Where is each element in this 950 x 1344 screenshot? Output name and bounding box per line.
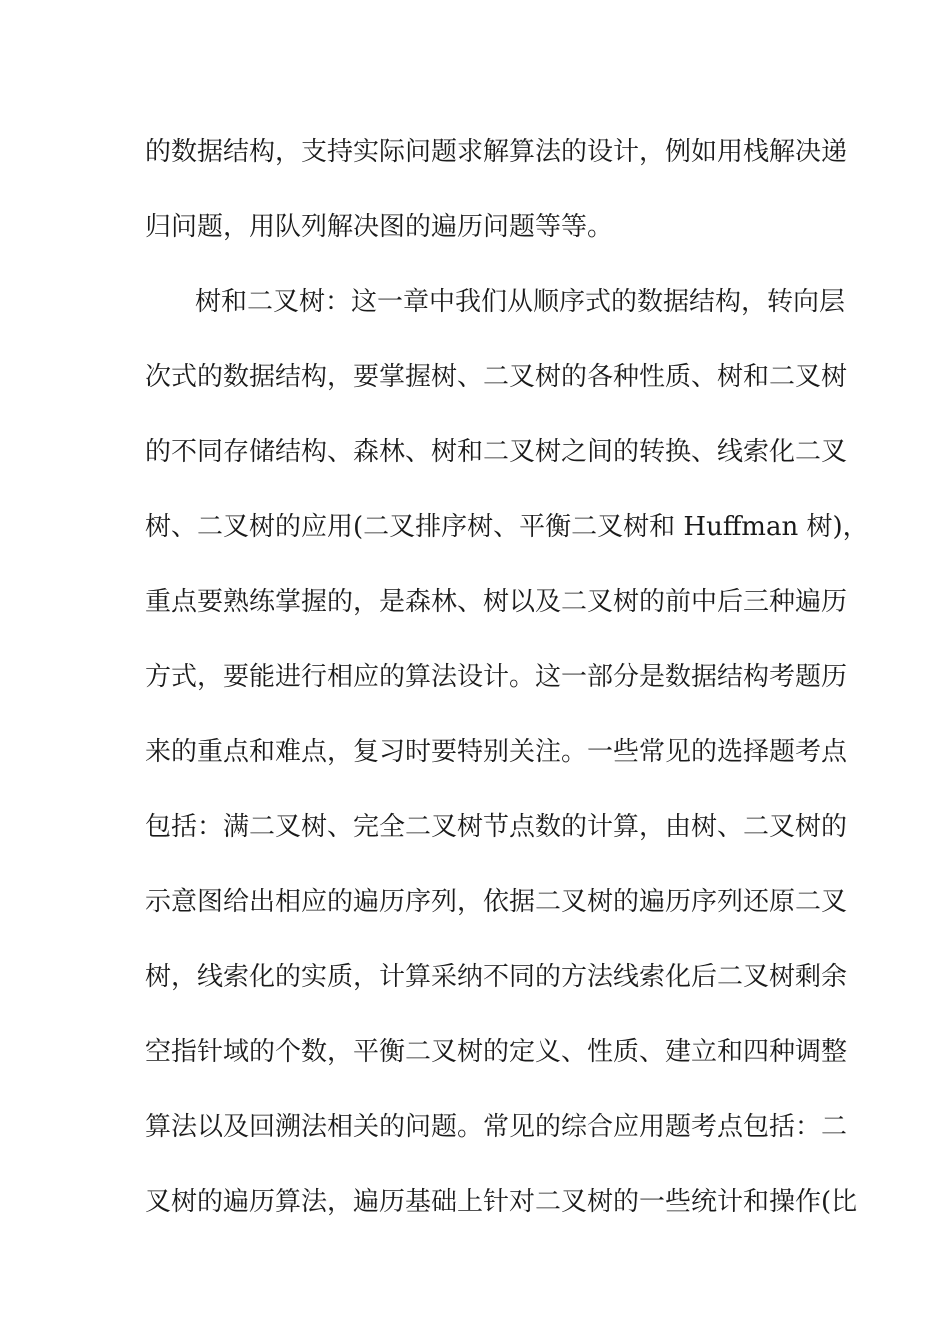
text-line: 叉树的遍历算法，遍历基础上针对二叉树的一些统计和操作(比 (145, 1187, 858, 1217)
text-line: 次式的数据结构，要掌握树、二叉树的各种性质、树和二叉树 (145, 362, 848, 392)
text-line: 树、二叉树的应用(二叉排序树、平衡二叉树和 Huffman 树)， (145, 512, 869, 542)
text-line: 来的重点和难点，复习时要特别关注。一些常见的选择题考点 (145, 737, 848, 767)
text-line: 的数据结构，支持实际问题求解算法的设计，例如用栈解决递 (145, 137, 848, 167)
text-line: 空指针域的个数，平衡二叉树的定义、性质、建立和四种调整 (145, 1037, 848, 1067)
paragraph-first-line: 树和二叉树：这一章中我们从顺序式的数据结构，转向层 (195, 287, 846, 317)
text-line: 包括：满二叉树、完全二叉树节点数的计算，由树、二叉树的 (145, 812, 848, 842)
text-line: 算法以及回溯法相关的问题。常见的综合应用题考点包括：二 (145, 1112, 848, 1142)
text-line: 示意图给出相应的遍历序列，依据二叉树的遍历序列还原二叉 (145, 887, 848, 917)
text-line: 树，线索化的实质，计算采纳不同的方法线索化后二叉树剩余 (145, 962, 848, 992)
text-line: 的不同存储结构、森林、树和二叉树之间的转换、线索化二叉 (145, 437, 848, 467)
text-line: 重点要熟练掌握的，是森林、树以及二叉树的前中后三种遍历 (145, 587, 848, 617)
text-line: 方式，要能进行相应的算法设计。这一部分是数据结构考题历 (145, 662, 848, 692)
text-line: 归问题，用队列解决图的遍历问题等等。 (145, 212, 614, 242)
